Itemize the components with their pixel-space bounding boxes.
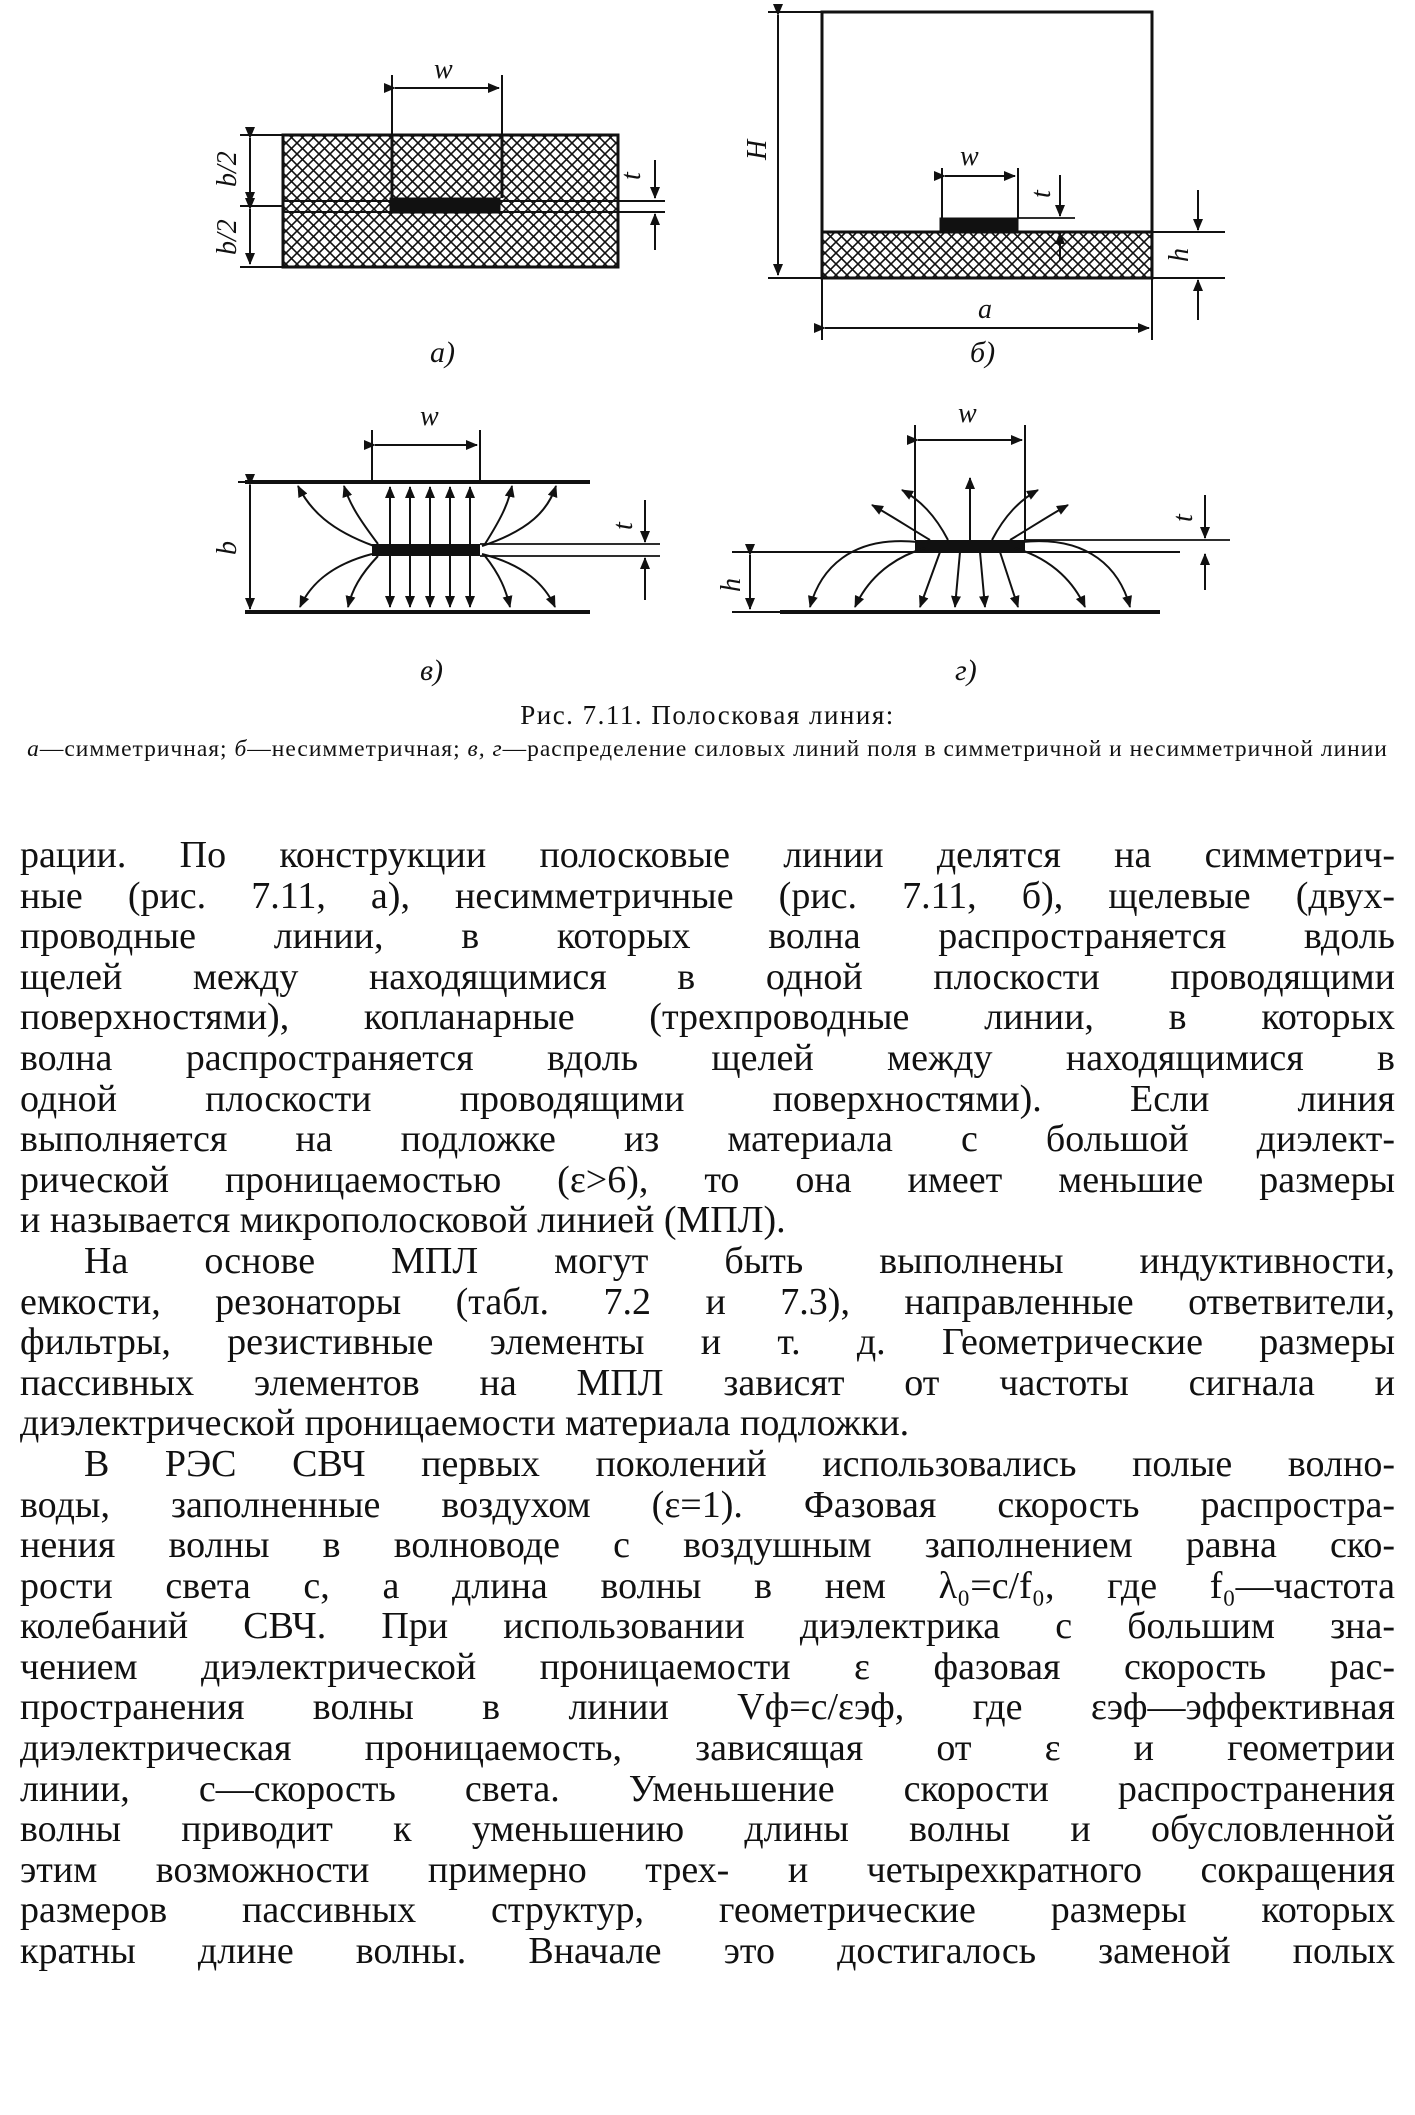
label-t-g: t	[1168, 514, 1199, 522]
panel-a-letter: а)	[430, 336, 455, 369]
text-line: волна распространяется вдоль щелей между находящимися в	[20, 1036, 1395, 1079]
text-line: диэлектрической проницаемости материала подложки.	[20, 1402, 910, 1445]
label-t-b: t	[1026, 190, 1057, 198]
text-line: колебаний СВЧ. При использовании диэлектрика с большим зна-	[20, 1605, 1395, 1648]
panel-b-asymmetric-line	[768, 12, 1225, 340]
text-line: пассивных элементов на МПЛ зависят от частоты сигнала и	[20, 1361, 1395, 1404]
text-line: и называется микрополосковой линией (МПЛ).	[20, 1199, 786, 1242]
panel-g-asymmetric-field	[732, 425, 1230, 612]
text-line: рической проницаемостью (ε>6), то она имеет меньшие размеры	[20, 1158, 1395, 1201]
text-line: размеров пассивных структур, геометрические размеры которых	[20, 1889, 1395, 1932]
text-line: этим возможности примерно трех- и четырехкратного сокращения	[20, 1848, 1395, 1891]
text-line: проводные линии, в которых волна распространяется вдоль	[20, 915, 1395, 958]
text-line: поверхностями), копланарные (трехпроводные линии, в которых	[20, 996, 1395, 1039]
figure-caption-title: Рис. 7.11. Полосковая линия:	[520, 700, 895, 730]
panel-v-letter: в)	[420, 654, 444, 687]
caption-text-vg: —распределение силовых линий поля в симметричной и несимметричной линии	[502, 736, 1388, 762]
text-line: На основе МПЛ могут быть выполнены индуктивности,	[84, 1239, 1395, 1282]
panel-g-letter: г)	[955, 654, 977, 687]
text-line: волны приводит к уменьшению длины волны и обусловленной	[20, 1808, 1395, 1851]
text-line: одной плоскости проводящими поверхностями). Если линия	[20, 1077, 1395, 1120]
label-w-b: w	[960, 141, 979, 172]
body-text	[20, 835, 1395, 1972]
text-line: воды, заполненные воздухом (ε=1). Фазовая скорость распростра-	[20, 1483, 1395, 1526]
text-line: линии, c—скорость света. Уменьшение скорости распространения	[20, 1767, 1395, 1810]
panel-v-symmetric-field	[238, 430, 660, 612]
text-line: ные (рис. 7.11, а), несимметричные (рис. 7.11, б), щелевые (двух-	[20, 874, 1395, 917]
label-a: a	[978, 294, 992, 325]
label-t-v: t	[608, 522, 639, 530]
text-line: выполняется на подложке из материала с большой диэлект-	[20, 1118, 1395, 1161]
figure-caption-legend	[20, 734, 1395, 764]
caption-key-b: б	[234, 736, 248, 762]
label-b-v: b	[212, 541, 243, 555]
label-b-half-lower: b/2	[212, 219, 243, 255]
text-line: нения волны в волноводе с воздушным заполнением равна ско-	[20, 1524, 1395, 1567]
label-b-half-upper: b/2	[212, 151, 243, 187]
label-w-a: w	[434, 54, 453, 85]
panel-b-letter: б)	[970, 336, 996, 369]
label-H: H	[742, 139, 773, 160]
text-line: диэлектрическая проницаемость, зависящая от ε и геометрии	[20, 1727, 1395, 1770]
text-line: рации. По конструкции полосковые линии делятся на симметрич-	[20, 834, 1395, 876]
text-line: рости света c, а длина волны в нем λ₀=c/f₀, где f₀—частота	[20, 1564, 1395, 1607]
caption-key-vg: в, г	[467, 736, 503, 762]
text-line: щелей между находящимися в одной плоскости проводящими	[20, 955, 1395, 998]
text-line: фильтры, резистивные элементы и т. д. Геометрические размеры	[20, 1321, 1395, 1364]
label-t-a: t	[616, 172, 647, 180]
label-w-v: w	[420, 401, 439, 432]
label-h-g: h	[716, 578, 747, 592]
label-h-b: h	[1164, 248, 1195, 262]
caption-text-b: —несимметричная;	[247, 736, 468, 762]
strip-line-figure	[0, 0, 1415, 700]
text-line: чением диэлектрической проницаемости ε фазовая скорость рас-	[20, 1645, 1395, 1688]
text-line: емкости, резонаторы (табл. 7.2 и 7.3), направленные ответвители,	[20, 1280, 1395, 1323]
text-line: В РЭС СВЧ первых поколений использовались полые волно-	[84, 1442, 1395, 1485]
text-line: пространения волны в линии Vф=c/εэф, где εэф—эффективная	[20, 1686, 1395, 1729]
panel-a-symmetric-line	[240, 75, 665, 267]
caption-key-a: а	[27, 736, 40, 762]
label-w-g: w	[958, 398, 977, 429]
caption-text-a: —симметричная;	[39, 736, 235, 762]
text-line: кратны длине волны. Вначале это достигалось заменой полых	[20, 1930, 1395, 1973]
